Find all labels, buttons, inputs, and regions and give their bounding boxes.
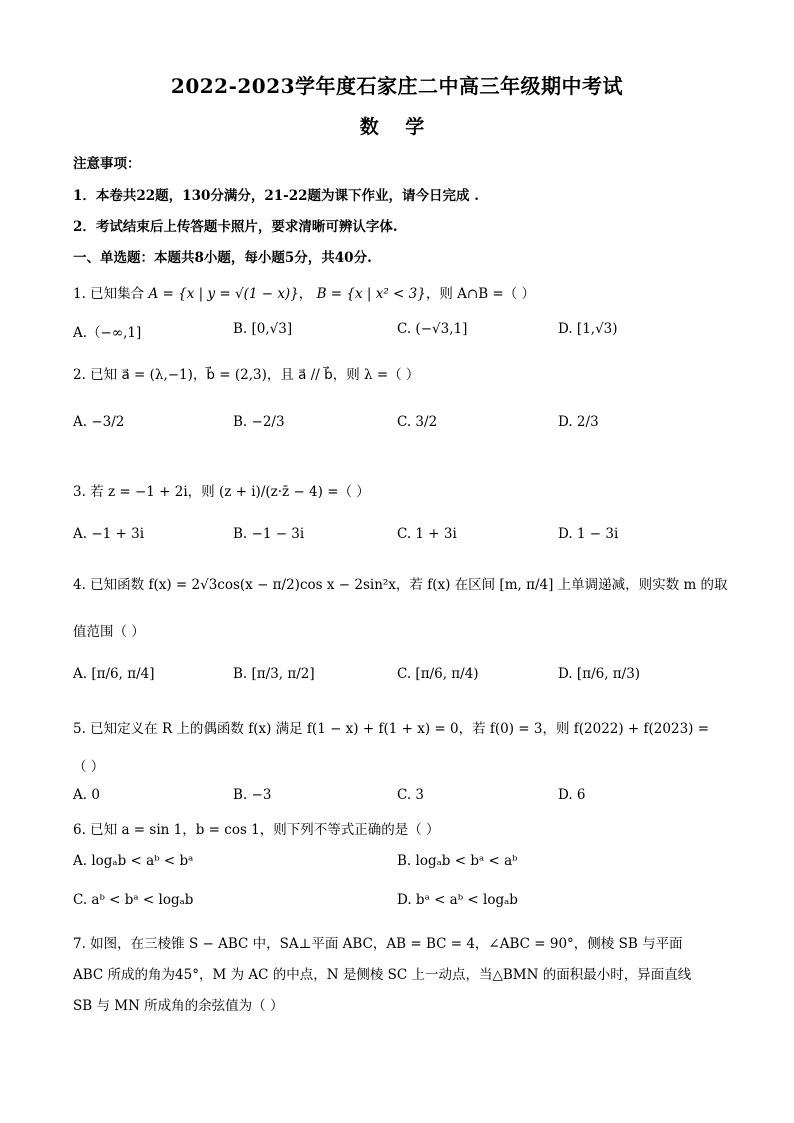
q3-option-a: A. −1 + 3i [73, 526, 145, 542]
section-heading: 一、单选题：本题共8小题，每小题5分，共40分. [73, 250, 372, 266]
q4-option-c: C. [π/6, π/4) [397, 666, 479, 682]
question-4: 4. 已知函数 f(x) = 2√3cos(x − π/2)cos x − 2sin²x，若 f(x) 在区间 [m, π/4] 上单调递减，则实数 m 的取 [73, 577, 728, 593]
q6-option-d: D. bᵃ < aᵇ < logₐb [397, 892, 518, 908]
q2-option-d: D. 2/3 [558, 414, 599, 430]
q6-option-c: C. aᵇ < bᵃ < logₐb [73, 892, 194, 908]
q1-option-b: B. [0,√3] [233, 321, 293, 337]
q4-option-d: D. [π/6, π/3) [558, 666, 641, 682]
q3-option-d: D. 1 − 3i [558, 526, 619, 542]
notes-item-2: 2．考试结束后上传答题卡照片，要求清晰可辨认字体. [73, 219, 398, 235]
notes-heading: 注意事项： [73, 156, 141, 172]
q5-option-a: A. 0 [73, 787, 100, 803]
q6-option-a: A. logₐb < aᵇ < bᵃ [73, 853, 194, 869]
question-7-line-2: ABC 所成的角为45°，M 为 AC 的中点，N 是侧棱 SC 上一动点，当△BMN 的面积最小时，异面直线 [73, 967, 692, 983]
subject-title: 数 学 [359, 116, 435, 138]
question-6: 6. 已知 a = sin 1，b = cos 1，则下列不等式正确的是（ ） [73, 822, 440, 838]
q1-prefix: 1. 已知集合 [73, 286, 145, 302]
q4-option-a: A. [π/6, π/4] [73, 666, 155, 682]
q2-option-b: B. −2/3 [233, 414, 285, 430]
q5-option-c: C. 3 [397, 787, 425, 803]
q1-ask: ，则 A∩B =（ ） [425, 286, 536, 302]
q2-option-c: C. 3/2 [397, 414, 438, 430]
question-7-line-3: SB 与 MN 所成角的余弦值为（ ） [73, 998, 284, 1014]
q1-option-d: D. [1,√3) [558, 321, 618, 337]
question-1: 1. 已知集合 A = {x | y = √(1 − x)}， B = {x | x² < 3}，则 A∩B =（ ） [73, 286, 536, 302]
q3-option-b: B. −1 − 3i [233, 526, 305, 542]
question-5: 5. 已知定义在 R 上的偶函数 f(x) 满足 f(1 − x) + f(1 + x) = 0，若 f(0) = 3，则 f(2022) + f(2023) = [73, 721, 710, 737]
question-5-cont: （ ） [73, 759, 105, 775]
question-7-line-1: 7. 如图，在三棱锥 S − ABC 中，SA⊥平面 ABC，AB = BC = 4，∠ABC = 90°，侧棱 SB 与平面 [73, 936, 683, 952]
q1-set-b: B = {x | x² < 3} [316, 286, 426, 302]
q4-option-b: B. [π/3, π/2] [233, 666, 315, 682]
q2-option-a: A. −3/2 [73, 414, 125, 430]
q1-option-c: C. (−√3,1] [397, 321, 468, 337]
q5-option-d: D. 6 [558, 787, 586, 803]
q6-option-b: B. logₐb < bᵃ < aᵇ [397, 853, 518, 869]
q1-set-a: A = {x | y = √(1 − x)} [148, 286, 299, 302]
notes-item-1: 1．本卷共22题，130分满分，21-22题为课下作业，请今日完成 . [73, 188, 479, 204]
question-3: 3. 若 z = −1 + 2i，则 (z + i)/(z·z̄ − 4) =（ ） [73, 484, 370, 500]
q3-option-c: C. 1 + 3i [397, 526, 457, 542]
q5-option-b: B. −3 [233, 787, 272, 803]
q1-option-a: A.（−∞,1] [73, 325, 142, 341]
exam-title: 2022-2023学年度石家庄二中高三年级期中考试 [170, 74, 624, 98]
question-4-cont: 值范围（ ） [73, 624, 145, 640]
question-2: 2. 已知 a⃗ = (λ,−1)，b⃗ = (2,3)，且 a⃗ // b⃗，则 λ =（ ） [73, 367, 420, 383]
